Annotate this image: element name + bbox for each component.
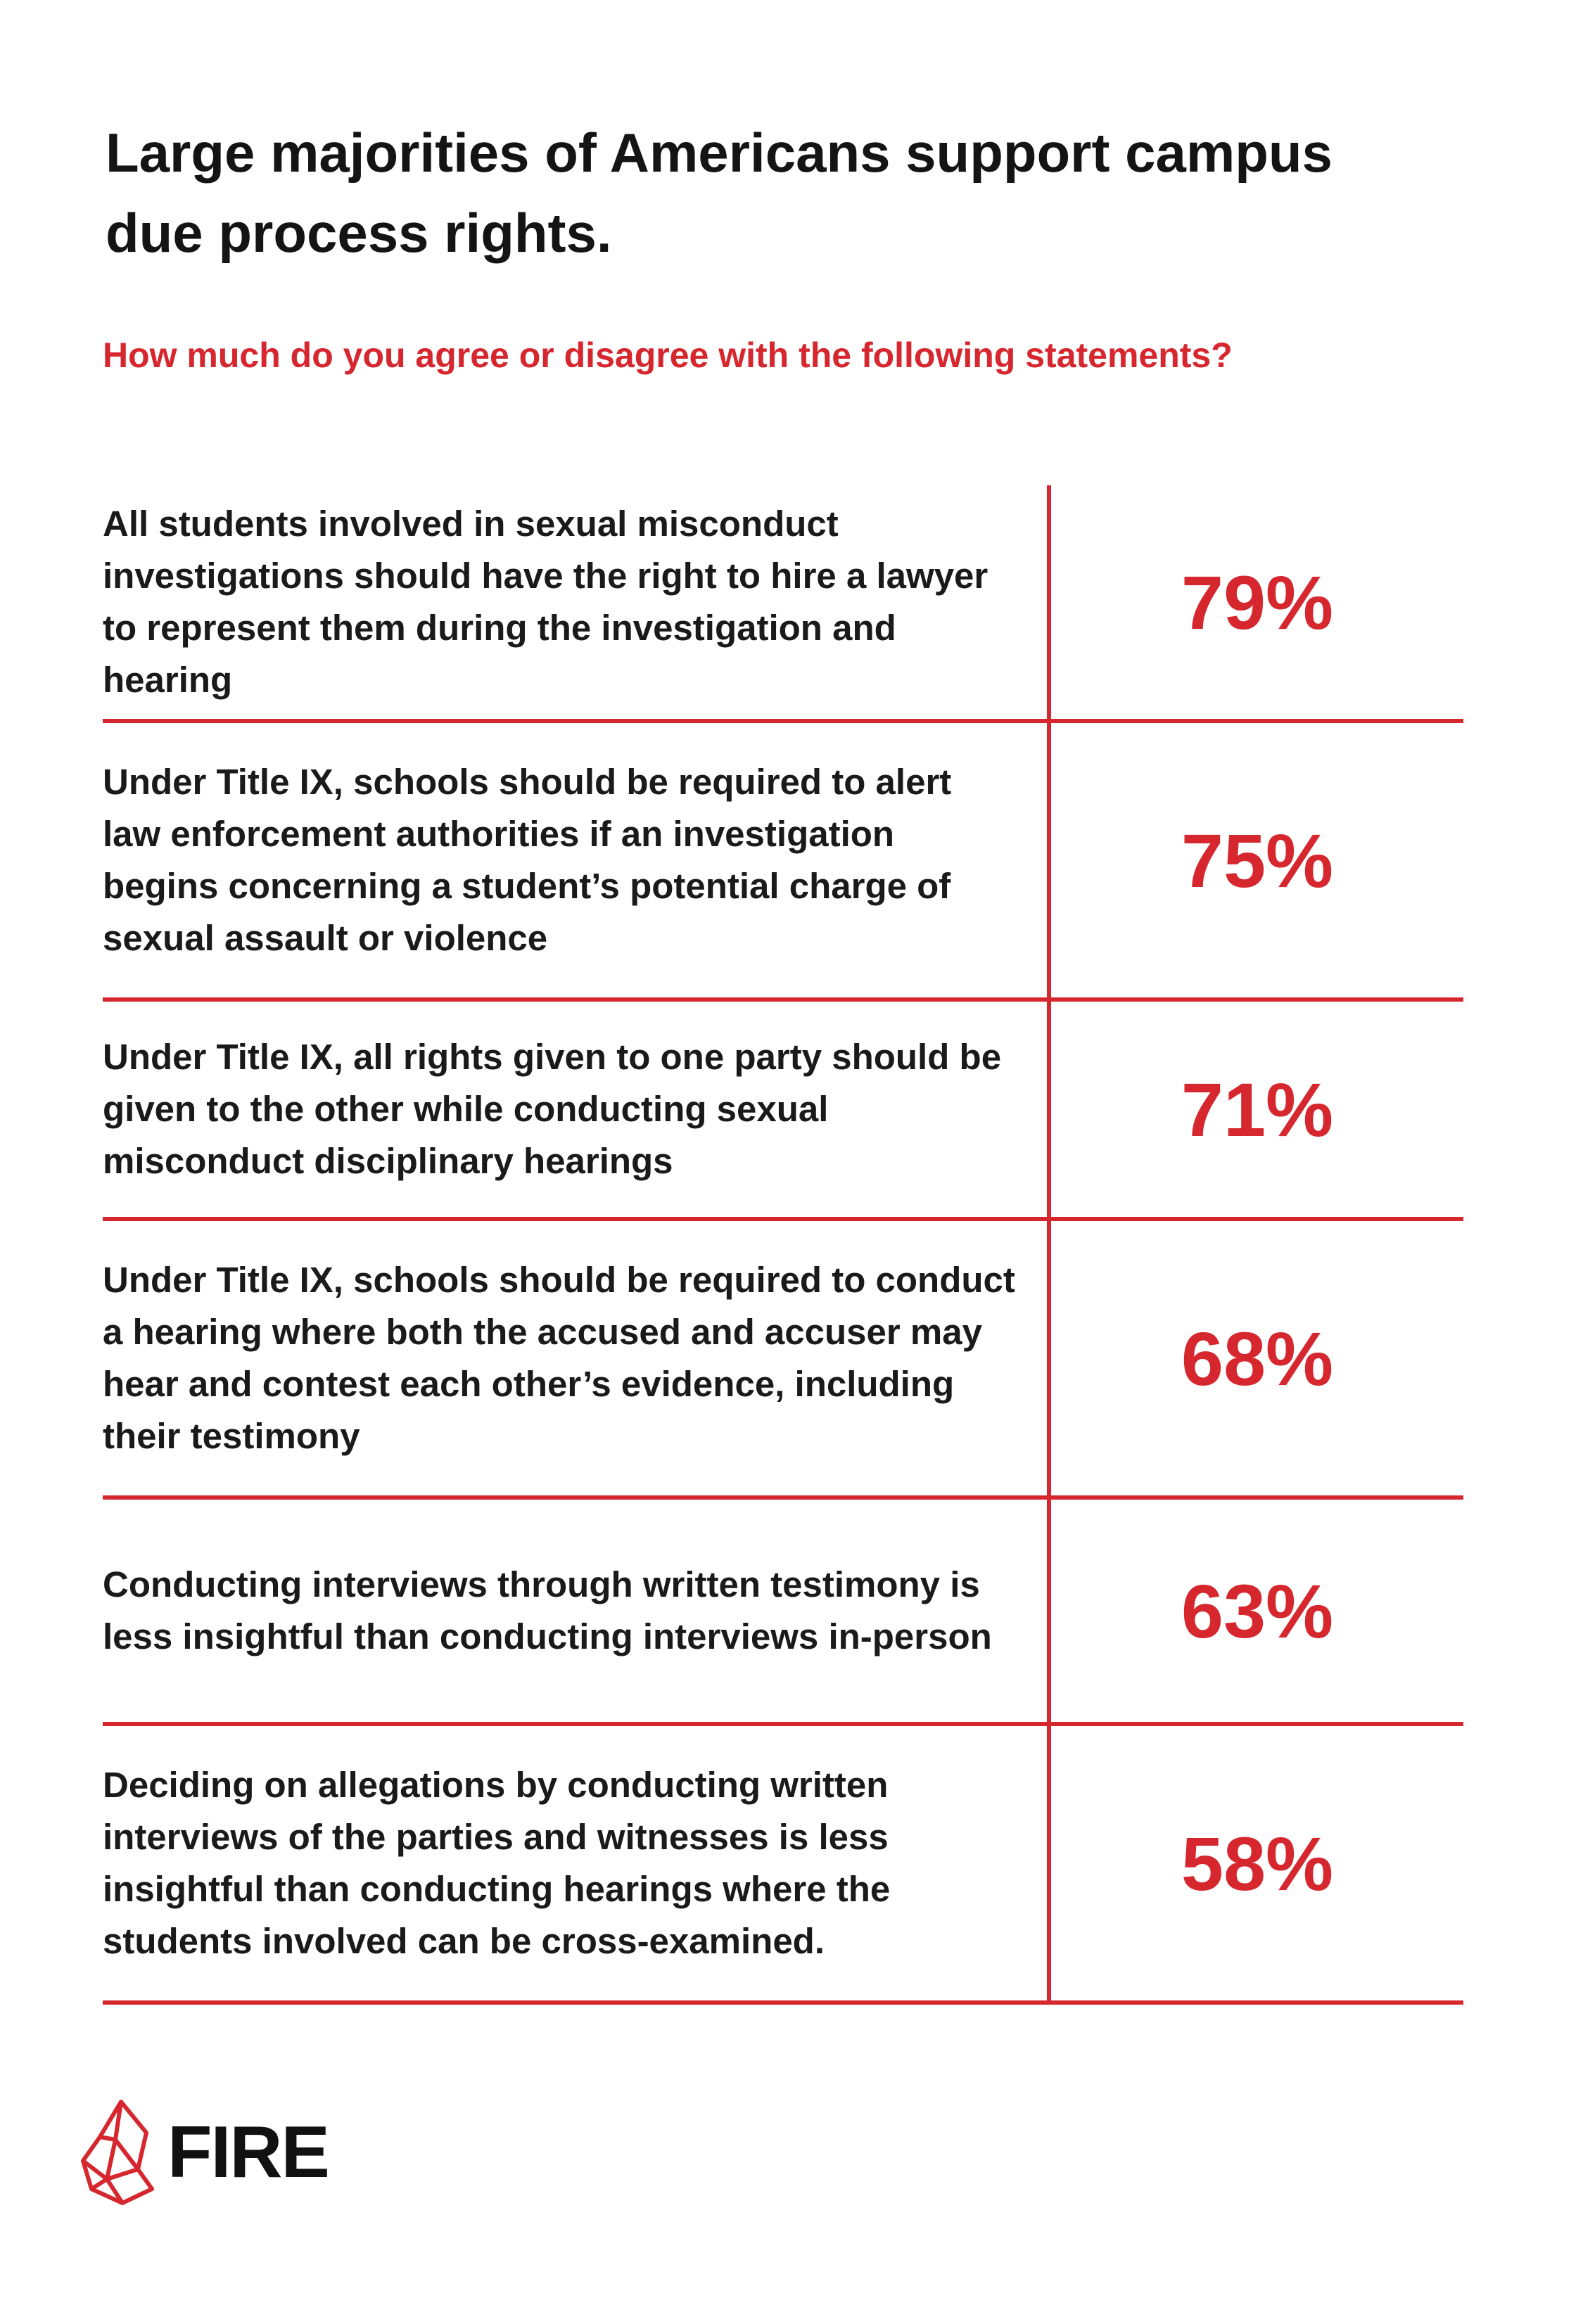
percent-value: 79% [1181, 559, 1334, 645]
brand-name: FIRE [167, 2112, 329, 2193]
results-table [103, 485, 1463, 2005]
percent-value: 68% [1181, 1315, 1334, 1401]
percent-value: 75% [1181, 817, 1334, 903]
table-row [103, 723, 1463, 1002]
survey-question: How much do you agree or disagree with the following statements? [103, 336, 1233, 375]
percent-value: 58% [1181, 1820, 1334, 1906]
statement-text: Under Title IX, all rights given to one party should be given to the other while conducting sexual misconduct disciplinary hearings [103, 1037, 1002, 1181]
statement-text: Deciding on allegations by conducting written interviews of the parties and witnesses is less insightful than conducting hearings where the students involved can be cross-examined. [103, 1765, 891, 1961]
brand-footer [79, 2096, 329, 2209]
statement-text: Under Title IX, schools should be required to conduct a hearing where both the accused and accuser may hear and contest each other’s evidence, including their testimony [103, 1260, 1015, 1456]
table-row [103, 1726, 1463, 2005]
page-title: Large majorities of Americans support campus due process rights. [106, 122, 1333, 264]
statement-text: Conducting interviews through written testimony is less insightful than conducting interviews in-person [103, 1564, 992, 1656]
fire-flame-icon [79, 2096, 163, 2209]
table-row [103, 485, 1463, 723]
table-row [103, 1221, 1463, 1500]
percent-value: 71% [1181, 1066, 1334, 1152]
percent-value: 63% [1181, 1568, 1334, 1654]
statement-text: Under Title IX, schools should be required to alert law enforcement authorities if an investigation begins concerning a student’s potential charge of sexual assault or violence [103, 762, 952, 958]
table-row [103, 1002, 1463, 1221]
table-row [103, 1500, 1463, 1726]
statement-text: All students involved in sexual misconduct investigations should have the right to hire a lawyer to represent them during the investigation and hearing [103, 504, 988, 700]
